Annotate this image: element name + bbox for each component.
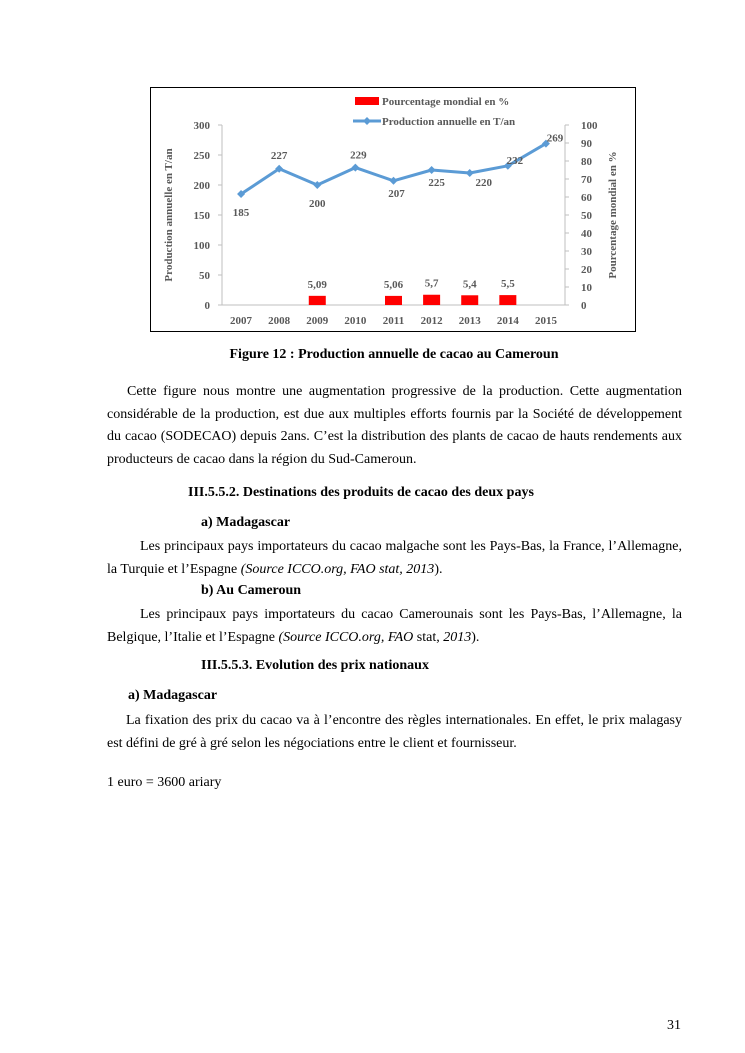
bar-label-2013: 5,4 <box>462 278 477 291</box>
right-tick-label: 90 <box>581 138 592 150</box>
y-axis-title-right: Pourcentage mondial en % <box>607 151 619 279</box>
bar-2012 <box>423 295 440 305</box>
x-tick-label: 2010 <box>344 315 367 327</box>
cameroun-text: Les principaux pays importateurs du cacao Camerounais sont les Pays-Bas, l’Allemagne, la Belgique, l’Italie et l’Espagne <box>107 607 682 645</box>
cameroun-close: ). <box>471 629 480 645</box>
line-point-2011 <box>390 177 398 185</box>
line-label-2011: 207 <box>388 187 405 200</box>
line-label-2008: 227 <box>270 149 288 162</box>
line-point-2013 <box>466 169 474 177</box>
paragraph-figure-comment: Cette figure nous montre une augmentation progressive de la production. Cette augmentation considérable de la production, est due aux multiples efforts fournis par la Société de développement du cacao (SODECAO) depuis 2ans. C’est la distribution des plants de cacao de hauts rendements aux producteurs de cacao dans la région du Sud-Cameroun. <box>107 384 682 467</box>
right-tick-label: 40 <box>581 228 592 240</box>
x-tick-label: 2008 <box>268 315 291 327</box>
right-tick-label: 30 <box>581 246 592 258</box>
left-tick-label: 0 <box>204 300 210 312</box>
paragraph-prix: La fixation des prix du cacao va à l’encontre des règles internationales. En effet, le prix malagasy est défini de gré à gré selon les négociations entre le client et fournisseur. <box>107 713 682 751</box>
right-tick-label: 80 <box>581 156 592 168</box>
bar-2009 <box>309 296 326 305</box>
right-tick-label: 100 <box>581 120 598 132</box>
bar-label-2009: 5,09 <box>307 278 327 291</box>
paragraph-madagascar <box>107 536 682 581</box>
left-tick-label: 50 <box>199 270 210 282</box>
right-tick-label: 60 <box>581 192 592 204</box>
line-label-2012: 225 <box>428 177 445 189</box>
left-tick-label: 150 <box>193 210 210 222</box>
cameroun-source-stat: stat, <box>413 629 444 645</box>
subheading-madagascar: a) Madagascar <box>201 515 291 530</box>
bar-label-2012: 5,7 <box>424 277 439 290</box>
line-label-2010: 229 <box>350 149 367 162</box>
x-tick-label: 2012 <box>420 315 443 327</box>
production-chart <box>150 87 636 332</box>
legend-bar-label: Pourcentage mondial en % <box>382 96 510 108</box>
subheading-cameroun: b) Au Cameroun <box>201 583 302 598</box>
page-number: 31 <box>667 1018 681 1033</box>
left-tick-label: 200 <box>193 180 210 192</box>
left-tick-label: 100 <box>193 240 210 252</box>
line-point-2012 <box>428 166 436 174</box>
left-tick-label: 250 <box>193 150 210 162</box>
legend-bar-swatch <box>355 97 379 105</box>
exchange-rate: 1 euro = 3600 ariary <box>107 775 222 790</box>
line-label-2013: 220 <box>475 177 492 189</box>
x-tick-label: 2007 <box>230 315 253 327</box>
x-tick-label: 2009 <box>306 315 329 327</box>
madagascar-text: Les principaux pays importateurs du cacao malgache sont les Pays-Bas, la France, l’Allemagne, la Turquie et l’Espagne <box>107 539 682 577</box>
madagascar-close: ). <box>434 561 443 577</box>
x-tick-label: 2013 <box>458 315 481 327</box>
x-tick-label: 2015 <box>534 315 557 327</box>
right-tick-label: 0 <box>581 300 587 312</box>
legend-line-label: Production annuelle en T/an <box>382 116 516 128</box>
madagascar-source: (Source ICCO.org, FAO stat, 2013 <box>240 561 435 577</box>
left-tick-label: 300 <box>193 120 210 132</box>
subheading-madagascar-prix: a) Madagascar <box>128 688 218 703</box>
section-heading-3553: III.5.5.3. Evolution des prix nationaux <box>201 658 429 673</box>
bar-label-2014: 5,5 <box>500 278 515 291</box>
line-label-2015: 269 <box>546 132 564 145</box>
bar-2014 <box>499 295 516 305</box>
right-tick-label: 50 <box>581 210 592 222</box>
paragraph-cameroun <box>107 604 682 649</box>
y-axis-title-left: Production annuelle en T/an <box>163 148 175 282</box>
line-label-2009: 200 <box>309 198 326 210</box>
legend-line-marker <box>363 117 371 125</box>
line-label-2014: 232 <box>506 154 524 167</box>
x-tick-label: 2011 <box>382 315 405 327</box>
right-tick-label: 10 <box>581 282 592 294</box>
cameroun-source: (Source ICCO.org, FAO <box>278 629 414 645</box>
cameroun-source-year: 2013 <box>443 629 472 645</box>
x-tick-label: 2014 <box>496 315 519 327</box>
bar-label-2011: 5,06 <box>383 278 404 291</box>
section-heading-3552: III.5.5.2. Destinations des produits de cacao des deux pays <box>188 485 534 500</box>
figure-caption: Figure 12 : Production annuelle de cacao au Cameroun <box>229 347 559 362</box>
right-tick-label: 20 <box>581 264 592 276</box>
bar-2013 <box>461 295 478 305</box>
right-tick-label: 70 <box>581 174 592 186</box>
bar-2011 <box>385 296 402 305</box>
line-label-2007: 185 <box>232 207 250 219</box>
